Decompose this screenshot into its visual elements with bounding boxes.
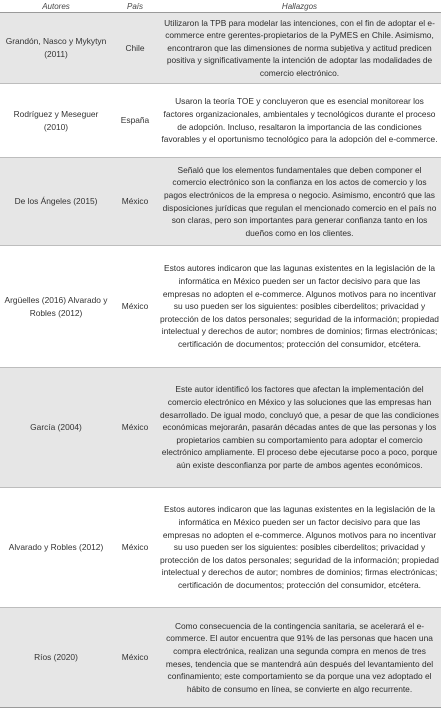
row-finding: Este autor identificó los factores que afectan la implementación del comercio electrónico en México y las soluciones que las empresas han desarrollado. De igual modo, concluyó que, a pesar de que las condiciones económicas mejorarán, pasarán décadas antes de que las personas y los propietarios cambien su comportamiento para adoptar el comercio electrónico ampliamente. El proceso debe ejecutarse poco a poco, porque aún existe desconfianza por parte de ambos agentes económicos. [158,368,441,488]
table-row [0,608,441,708]
row-finding: Usaron la teoría TOE y concluyeron que es esencial monitorear los factores organizacionales, ambientales y tecnológicos durante el proceso de adopción. Incluso, resaltaron la importancia de las condiciones favorables y el oportunismo tecnológico para la adopción del e-commerce. [158,84,441,158]
row-author: Rodríguez y Meseguer (2010) [0,84,112,158]
row-author: García (2004) [0,368,112,488]
row-country: México [112,246,158,368]
table-row [0,368,441,488]
row-country: España [112,84,158,158]
header-autores: Autores [0,0,112,13]
row-country: México [112,158,158,246]
row-finding: Estos autores indicaron que las lagunas existentes en la legislación de la informática en México pueden ser un factor decisivo para que las empresas no adopten el e-commerce. Algunos motivos para no incentivar su uso pueden ser los siguientes: posibles ciberdelitos; privacidad y protección de los datos personales; seguridad de la información; propiedad intelectual y derechos de autor; nombres de dominios; firmas electrónicas; certificación de documentos; protección del consumidor, etcétera. [158,488,441,608]
table-row [0,246,441,368]
row-finding: Utilizaron la TPB para modelar las intenciones, con el fin de adoptar el e-commerce entre gerentes-propietarios de la PyMES en Chile. Asimismo, encontraron que las dimensiones de norma subjetiva y actitud predicen positiva y significativamente la intención de adoptar las modalidades de comercio electrónico. [158,13,441,84]
row-author: De los Ángeles (2015) [0,158,112,246]
row-finding: Estos autores indicaron que las lagunas existentes en la legislación de la informática en México pueden ser un factor decisivo para que las empresas no adopten el e-commerce. Algunos motivos para no incentivar su uso pueden ser los siguientes: posibles ciberdelitos; privacidad y protección de los datos personales; seguridad de la información; propiedad intelectual y derechos de autor; nombres de dominios; firmas electrónicas; certificación de documentos; protección del consumidor, etcétera. [158,246,441,368]
row-author: Grandón, Nasco y Mykytyn (2011) [0,13,112,84]
row-country: México [112,368,158,488]
row-finding: Señaló que los elementos fundamentales que deben componer el comercio electrónico son la confianza en los actos de comercio y los pagos electrónicos de la empresa o negocio. Asimismo, encontró que las disposiciones jurídicas que regulan el mencionado comercio en el país no son claras, pero son importantes para generar confianza tanto en los dueños como en los clientes. [158,158,441,246]
row-author: Alvarado y Robles (2012) [0,488,112,608]
table-row [0,13,441,84]
table-row [0,84,441,158]
row-country: Chile [112,13,158,84]
table-header-row [0,0,441,13]
table-row [0,488,441,608]
row-country: México [112,488,158,608]
row-author: Argüelles (2016) Alvarado y Robles (2012) [0,246,112,368]
header-hallazgos: Hallazgos [158,0,441,13]
row-finding: Como consecuencia de la contingencia sanitaria, se acelerará el e-commerce. El autor encuentra que 91% de las personas que hacen una compra electrónica, realizan una segunda compra en menos de tres meses, tendencia que se mantendrá aún después del levantamiento del confinamiento; este comportamiento se da porque una vez adoptado el hábito de consumo en línea, se convierte en algo recurrente. [158,608,441,708]
row-author: Ríos (2020) [0,608,112,708]
row-country: México [112,608,158,708]
table-row [0,158,441,246]
header-pais: País [112,0,158,13]
